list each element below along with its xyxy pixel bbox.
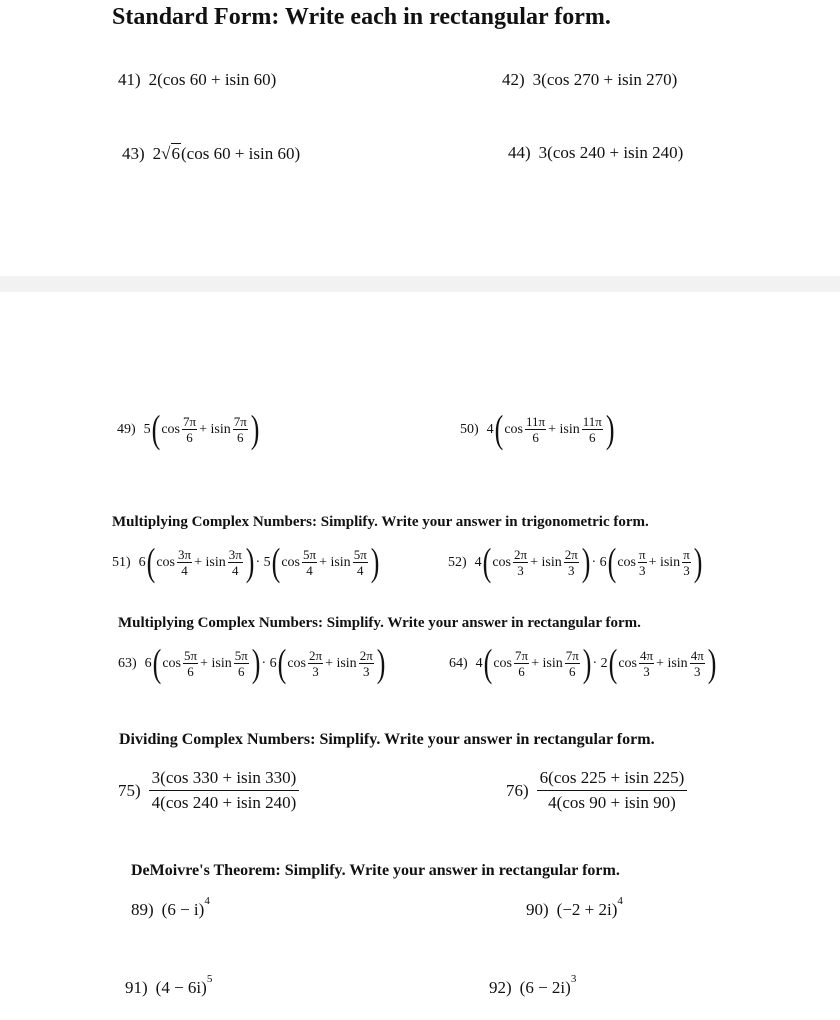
radical-sign: √ <box>161 143 171 163</box>
problem-number: 89) <box>131 900 154 919</box>
right-paren: ) <box>581 540 591 584</box>
coefficient: 2 <box>600 655 608 671</box>
left-paren: ( <box>152 641 162 685</box>
multiply-dot: · <box>592 655 598 671</box>
problem-number: 51) <box>112 554 131 570</box>
power-base: (−2 + 2i) <box>556 900 618 919</box>
quotient-fraction <box>537 766 688 815</box>
cos-label: cos <box>617 554 636 570</box>
fraction-numerator: 4π <box>690 648 704 663</box>
right-paren: ) <box>605 407 615 451</box>
problem-49 <box>117 407 260 451</box>
fraction-numerator: π <box>638 547 646 562</box>
multiply-dot: · <box>255 554 261 570</box>
fraction-denominator: 6 <box>186 430 193 445</box>
isin-label: + isin <box>530 554 562 570</box>
problem-50 <box>460 407 616 451</box>
left-paren: ( <box>271 540 281 584</box>
fraction-denominator: 3 <box>568 563 575 578</box>
problem-76 <box>506 766 687 815</box>
power-base: (4 − 6i) <box>155 978 207 997</box>
problem-92 <box>489 973 577 998</box>
problem-number: 90) <box>526 900 549 919</box>
right-paren: ) <box>250 407 260 451</box>
problem-43 <box>122 143 300 164</box>
section-heading-mult-trig: Multiplying Complex Numbers: Simplify. Write your answer in trigonometric form. <box>112 514 649 530</box>
fraction-numerator: 5π <box>234 648 248 663</box>
fraction-denominator: 4 <box>232 563 239 578</box>
fraction-denominator: 4 <box>306 563 313 578</box>
right-paren: ) <box>251 641 261 685</box>
coefficient: 6 <box>144 655 152 671</box>
problem-number: 49) <box>117 421 136 437</box>
problem-number: 91) <box>125 978 148 997</box>
fraction-denominator: 4 <box>356 563 364 578</box>
isin-label: + isin <box>319 554 351 570</box>
section-heading-mult-rect: Multiplying Complex Numbers: Simplify. Write your answer in rectangular form. <box>118 615 641 631</box>
isin-label: + isin <box>548 421 580 437</box>
fraction <box>639 648 654 679</box>
coefficient: 4 <box>475 655 483 671</box>
coefficient: 5 <box>263 554 271 570</box>
page-divider-band <box>0 276 840 292</box>
fraction <box>690 648 705 679</box>
coefficient: 6 <box>269 655 277 671</box>
power-base: (6 − i) <box>161 900 205 919</box>
fraction <box>564 547 579 578</box>
fraction-numerator: 2π <box>514 547 528 562</box>
right-paren: ) <box>376 641 386 685</box>
problem-41 <box>118 70 276 90</box>
fraction-denominator: 3 <box>312 664 319 679</box>
fraction-numerator: 3π <box>178 547 192 562</box>
problem-number: 64) <box>449 655 468 671</box>
fraction-denominator: 3 <box>639 563 646 578</box>
fraction-denominator: 3 <box>693 664 701 679</box>
fraction <box>182 414 197 445</box>
fraction-numerator: 5π <box>353 547 367 562</box>
fraction <box>582 414 603 445</box>
power-exponent: 5 <box>206 973 213 985</box>
fraction-numerator: π <box>683 547 690 562</box>
problem-expression: 2(cos 60 + isin 60) <box>148 70 277 89</box>
left-paren: ( <box>151 407 161 451</box>
fraction <box>228 547 243 578</box>
fraction <box>638 547 647 578</box>
problem-64 <box>449 641 717 685</box>
fraction-numerator: 5π <box>184 648 198 663</box>
left-paren: ( <box>494 407 504 451</box>
right-paren: ) <box>693 540 703 584</box>
fraction-numerator: 11π <box>582 414 602 429</box>
left-paren: ( <box>277 641 287 685</box>
coefficient: 6 <box>138 554 146 570</box>
right-paren: ) <box>582 641 592 685</box>
problem-number: 44) <box>508 143 531 162</box>
coefficient: 2 <box>152 143 162 163</box>
problem-90 <box>526 895 623 920</box>
cos-label: cos <box>161 421 181 437</box>
isin-label: + isin <box>199 421 231 437</box>
problem-number: 63) <box>118 655 137 671</box>
fraction-denominator: 3 <box>643 664 650 679</box>
cos-label: cos <box>162 655 182 671</box>
fraction-numerator: 3π <box>228 547 242 562</box>
problem-expression: (cos 60 + isin 60) <box>181 143 301 163</box>
problem-number: 52) <box>448 554 467 570</box>
section-heading-divide: Dividing Complex Numbers: Simplify. Write your answer in rectangular form. <box>119 731 655 748</box>
fraction-denominator: 3 <box>517 563 524 578</box>
fraction-numerator: 2π <box>564 547 578 562</box>
left-paren: ( <box>146 540 156 584</box>
problem-number: 41) <box>118 70 141 89</box>
fraction <box>514 648 529 679</box>
fraction-denominator: 4(cos 90 + isin 90) <box>548 793 676 812</box>
isin-label: + isin <box>200 655 232 671</box>
problem-42 <box>502 70 677 90</box>
problem-number: 42) <box>502 70 525 89</box>
isin-label: + isin <box>648 554 681 570</box>
fraction-numerator: 2π <box>308 648 323 663</box>
left-paren: ( <box>483 641 493 685</box>
fraction <box>513 547 528 578</box>
fraction-numerator: 7π <box>183 414 197 429</box>
problem-number: 92) <box>489 978 512 997</box>
fraction <box>177 547 192 578</box>
cos-label: cos <box>492 554 512 570</box>
fraction <box>359 648 374 679</box>
fraction <box>353 547 368 578</box>
fraction-numerator: 7π <box>515 648 529 663</box>
fraction-numerator: 5π <box>302 547 317 562</box>
fraction-denominator: 6 <box>569 664 576 679</box>
coefficient: 6 <box>599 554 607 570</box>
fraction <box>183 648 198 679</box>
fraction <box>565 648 580 679</box>
fraction <box>525 414 546 445</box>
problem-number: 76) <box>506 780 529 800</box>
problem-75 <box>118 766 299 815</box>
multiply-dot: · <box>591 554 597 570</box>
coefficient: 5 <box>143 421 151 437</box>
fraction <box>233 414 248 445</box>
isin-label: + isin <box>531 655 563 671</box>
coefficient: 4 <box>486 421 494 437</box>
power-exponent: 4 <box>617 895 623 907</box>
fraction-numerator: 3(cos 330 + isin 330) <box>149 766 300 791</box>
cos-label: cos <box>287 655 306 671</box>
isin-label: + isin <box>325 655 357 671</box>
problem-number: 50) <box>460 421 479 437</box>
section-heading-demoivre: DeMoivre's Theorem: Simplify. Write your answer in rectangular form. <box>131 862 620 879</box>
right-paren: ) <box>707 641 717 685</box>
left-paren: ( <box>482 540 492 584</box>
problem-91 <box>125 973 213 998</box>
cos-label: cos <box>493 655 513 671</box>
fraction-denominator: 6 <box>589 430 596 445</box>
right-paren: ) <box>245 540 255 584</box>
fraction-denominator: 6 <box>532 430 539 445</box>
coefficient: 4 <box>474 554 482 570</box>
multiply-dot: · <box>261 655 267 671</box>
fraction-denominator: 4(cos 240 + isin 240) <box>151 793 297 812</box>
left-paren: ( <box>608 641 618 685</box>
left-paren: ( <box>607 540 617 584</box>
cos-label: cos <box>156 554 176 570</box>
fraction-denominator: 6 <box>238 664 245 679</box>
power-exponent: 4 <box>204 895 210 907</box>
problem-89 <box>131 895 210 920</box>
problem-expression: 3(cos 270 + isin 270) <box>532 70 678 89</box>
fraction-denominator: 3 <box>683 563 690 578</box>
fraction-numerator: 6(cos 225 + isin 225) <box>537 766 688 791</box>
problem-51 <box>112 540 380 584</box>
fraction <box>308 648 323 679</box>
problem-expression: 3(cos 240 + isin 240) <box>538 143 684 162</box>
cos-label: cos <box>618 655 637 671</box>
fraction <box>302 547 317 578</box>
power-base: (6 − 2i) <box>519 978 571 997</box>
problem-52 <box>448 540 703 584</box>
fraction <box>234 648 249 679</box>
problem-number: 75) <box>118 780 141 800</box>
fraction-denominator: 6 <box>187 664 194 679</box>
isin-label: + isin <box>656 655 688 671</box>
power-exponent: 3 <box>570 973 577 985</box>
cos-label: cos <box>504 421 524 437</box>
radicand: 6 <box>171 144 181 163</box>
cos-label: cos <box>281 554 300 570</box>
right-paren: ) <box>370 540 380 584</box>
problem-44 <box>508 143 683 163</box>
fraction-numerator: 7π <box>233 414 247 429</box>
fraction-denominator: 3 <box>362 664 370 679</box>
page-title: Standard Form: Write each in rectangular form. <box>112 4 611 30</box>
problem-number: 43) <box>122 143 145 163</box>
fraction-numerator: 4π <box>639 648 654 663</box>
fraction-numerator: 11π <box>526 414 546 429</box>
fraction-denominator: 6 <box>237 430 244 445</box>
fraction-denominator: 6 <box>518 664 525 679</box>
fraction-denominator: 4 <box>181 563 188 578</box>
isin-label: + isin <box>194 554 226 570</box>
quotient-fraction <box>149 766 300 815</box>
fraction-numerator: 7π <box>565 648 579 663</box>
fraction <box>682 547 691 578</box>
fraction-numerator: 2π <box>359 648 373 663</box>
problem-63 <box>118 641 386 685</box>
